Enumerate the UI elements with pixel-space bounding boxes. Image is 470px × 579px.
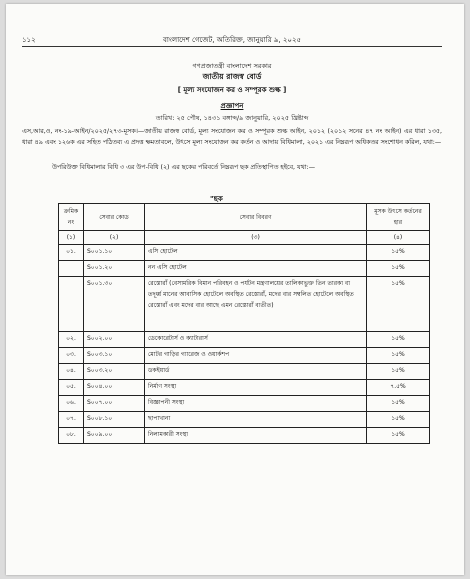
code-cell: S০০৩.২০ — [84, 364, 145, 380]
table-row — [59, 428, 430, 444]
description-cell: রেস্তোরাঁ (বেসামরিক বিমান পরিবহন ও পর্যটন মন্ত্রণালয়ের তালিকাভুক্ত তিন তারকা বা তদূর্ধ্ব মানের আবাসিক হোটেলে অবস্থিত রেস্তোরাঁ, মদের বার সম্বলিত হোটেলে অবস্থিত রেস্তোরাঁ এবং মদের বার আছে এমন রেস্তোরাঁ ব্যতীত) — [145, 277, 367, 332]
description-cell: বিজ্ঞাপনী সংস্থা — [145, 396, 367, 412]
header-serial: ক্রমিক নং — [59, 204, 84, 231]
serial-cell: ০৬. — [59, 396, 84, 412]
amendment-paragraph: উপরিউক্ত বিধিমালার বিধি ৩ এর উপ-বিধি (২) এর ছকের পরিবর্তে নিম্নরূপ ছক প্রতিস্থাপিত হইবে, যথা:— — [52, 164, 315, 171]
code-cell: S০০৭.০০ — [84, 396, 145, 412]
rate-cell: ১৫% — [367, 348, 430, 364]
code-cell: S০০২.০০ — [84, 332, 145, 348]
col-number: (১) — [59, 231, 84, 245]
rate-cell: ৭.৫% — [367, 380, 430, 396]
rate-cell: ১৫% — [367, 261, 430, 277]
description-cell: ডেকোরেটার্স ও ক্যাটারার্স — [145, 332, 367, 348]
serial-cell: ০৩. — [59, 348, 84, 364]
gazette-title: বাংলাদেশ গেজেট, অতিরিক্ত, জানুয়ারি ৯, ২০২৫ — [162, 36, 302, 44]
header-rate: মূসক উৎসে কর্তনের হার — [367, 204, 430, 231]
notification-heading: প্রজ্ঞাপন — [220, 102, 244, 110]
code-cell: S০০৮.১০ — [84, 412, 145, 428]
table-row — [59, 396, 430, 412]
rate-cell: ১৫% — [367, 277, 430, 332]
description-cell: ডকইয়ার্ড — [145, 364, 367, 380]
col-number: (৪) — [367, 231, 430, 245]
description-cell: মোটর গাড়ির গ্যারেজ ও ওয়ার্কশপ — [145, 348, 367, 364]
header-code: সেবার কোড — [84, 204, 145, 231]
serial-cell — [59, 277, 84, 332]
table-row — [59, 332, 430, 348]
serial-cell: ০১. — [59, 245, 84, 261]
table-header-row — [59, 204, 430, 231]
rate-cell: ১৫% — [367, 428, 430, 444]
col-number: (৩) — [145, 231, 367, 245]
code-cell: S০০৪.০০ — [84, 380, 145, 396]
table-row — [59, 245, 430, 261]
page-number: ১১২ — [22, 36, 36, 44]
schedule-title: "ছক — [210, 195, 223, 203]
notification-date: তারিখ: ২৫ পৌষ, ১৪৩১ বঙ্গাব্দ/৯ জানুয়ারি, ২০২৫ খ্রিষ্টাব্দ — [155, 114, 309, 122]
serial-cell: ০৫. — [59, 380, 84, 396]
description-cell: এসি হোটেল — [145, 245, 367, 261]
serial-cell: ০২. — [59, 332, 84, 348]
rate-cell: ১৫% — [367, 412, 430, 428]
serial-cell: ০৪. — [59, 364, 84, 380]
rate-cell: ১৫% — [367, 364, 430, 380]
header-description: সেবার বিবরণ — [145, 204, 367, 231]
wing-name: [ মূল্য সংযোজন কর ও সম্পূরক শুল্ক ] — [177, 86, 287, 94]
code-cell: S০০১.১০ — [84, 245, 145, 261]
code-cell: S০০৯.০০ — [84, 428, 145, 444]
table-row — [59, 277, 430, 332]
table-row — [59, 364, 430, 380]
board-name: জাতীয় রাজস্ব বোর্ড — [202, 72, 262, 81]
serial-cell: ০৭. — [59, 412, 84, 428]
rate-cell: ১৫% — [367, 332, 430, 348]
col-number: (২) — [84, 231, 145, 245]
schedule-table — [58, 203, 430, 444]
table-row — [59, 348, 430, 364]
description-cell: ছাপাখানা — [145, 412, 367, 428]
serial-cell — [59, 261, 84, 277]
table-row — [59, 261, 430, 277]
government-line: গণপ্রজাতন্ত্রী বাংলাদেশ সরকার — [192, 62, 272, 70]
description-cell: নির্মাণ সংস্থা — [145, 380, 367, 396]
table-row — [59, 412, 430, 428]
rate-cell: ১৫% — [367, 245, 430, 261]
header-rule — [22, 46, 442, 47]
rate-cell: ১৫% — [367, 396, 430, 412]
sro-paragraph: এস,আর,ও, নং-১৯-আইন/২০২৫/২৭৩-মূসক।—জাতীয় রাজস্ব বোর্ড, মূল্য সংযোজন কর ও সম্পূরক শুল্ক আইন, ২০১২ (২০১২ সনের ৪৭ নং আইন) এর ধারা ১৩৫, ধারা ৪৯ এবং ১২৬ক এর সহিত পঠিতব্য এ প্রদত্ত ক্ষমতাবলে, উৎসে মূল্য সংযোজন কর কর্তন ও আদায় বিধিমালা, ২০২১ এর নিম্নরূপ অধিকতর সংশোধন করিল, যথা:— — [22, 128, 442, 146]
description-cell: নন এসি হোটেল — [145, 261, 367, 277]
code-cell: S০০৩.১০ — [84, 348, 145, 364]
description-cell: নিলামকারী সংস্থা — [145, 428, 367, 444]
code-cell: S০০১.২০ — [84, 261, 145, 277]
serial-cell: ০৮. — [59, 428, 84, 444]
table-row — [59, 380, 430, 396]
column-number-row — [59, 231, 430, 245]
code-cell: S০০১.৩০ — [84, 277, 145, 332]
